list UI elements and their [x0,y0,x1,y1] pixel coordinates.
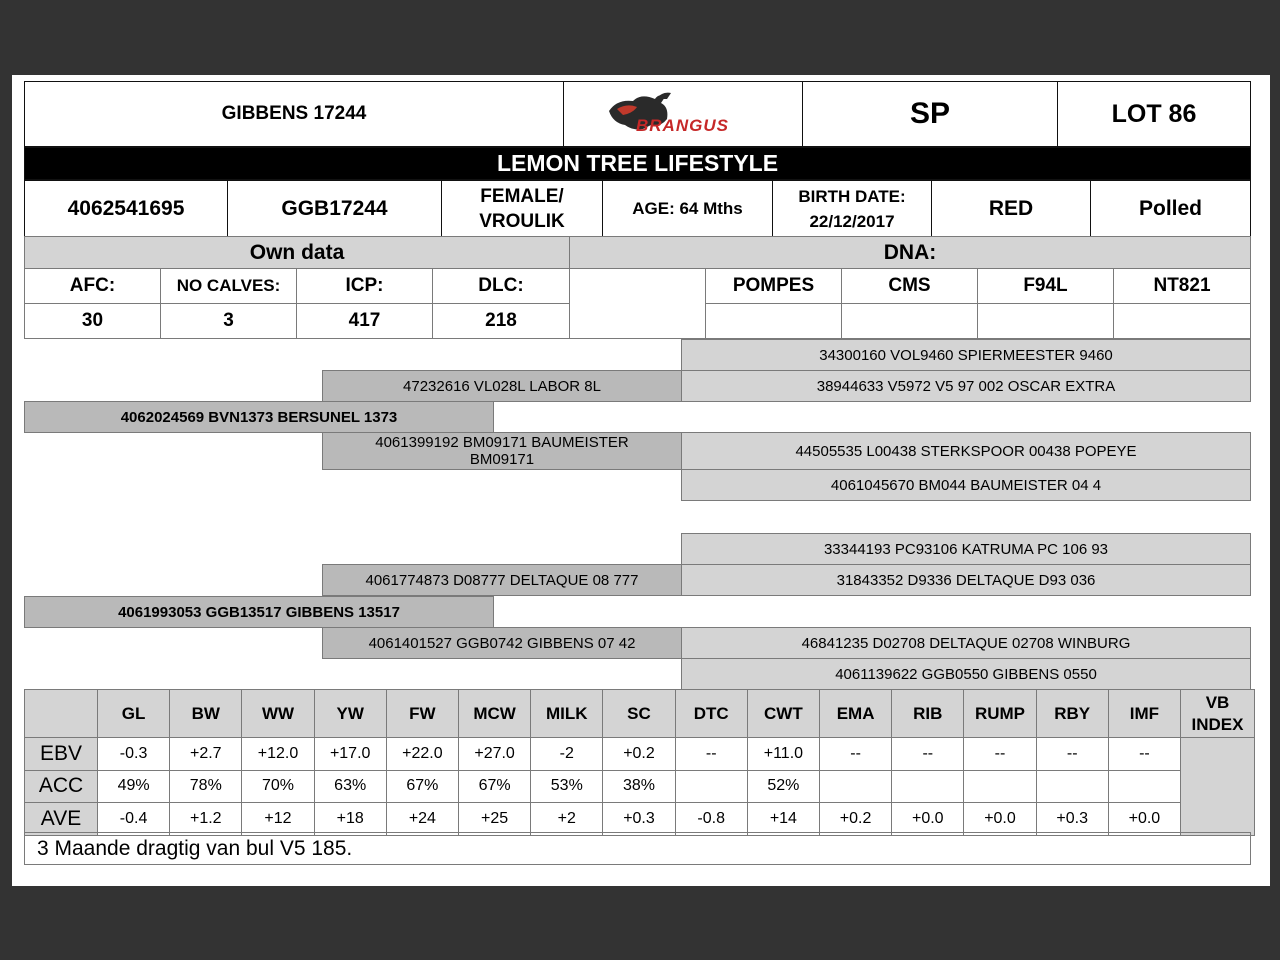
ebv-value-acc-ww: 70% [241,770,314,804]
ebv-value-acc-rby [1036,770,1109,804]
ebv-value-ave-yw: +18 [314,802,387,836]
pedigree-dd-sire: 46841235 D02708 DELTAQUE 02708 WINBURG [681,627,1251,659]
ebv-value-ave-fw: +24 [386,802,459,836]
ebv-value-ebv-rump: -- [963,737,1036,771]
pedigree-ds-sire: 33344193 PC93106 KATRUMA PC 106 93 [681,533,1251,565]
pedigree-ds-dam: 31843352 D9336 DELTAQUE D93 036 [681,564,1251,596]
brangus-logo [563,81,803,147]
ebv-header-rby: RBY [1036,689,1109,738]
sale-card [12,75,1270,886]
dna-value-nt821 [1113,303,1251,339]
ebv-header-ww: WW [241,689,314,738]
ebv-value-ebv-dtc: -- [675,737,748,771]
ebv-value-ebv-rib: -- [891,737,964,771]
pedigree-dam: 4061993053 GGB13517 GIBBENS 13517 [24,596,494,628]
ebv-header-vb-index [1180,689,1255,738]
ebv-header-ema: EMA [819,689,892,738]
ebv-row-label-ave: AVE [24,802,98,836]
dna-header-f94l: F94L [977,268,1114,304]
ebv-value-ave-cwt: +14 [747,802,820,836]
ebv-value-acc-dtc [675,770,748,804]
own-value-icp: 417 [296,303,433,339]
pedigree-sd-dam: 4061045670 BM044 BAUMEISTER 04 4 [681,469,1251,501]
ebv-value-acc-rump [963,770,1036,804]
ebv-row-label-acc: ACC [24,770,98,804]
ebv-header-dtc: DTC [675,689,748,738]
horn-status: Polled [1090,180,1251,237]
ebv-value-ebv-gl: -0.3 [97,737,170,771]
own-value-afc: 30 [24,303,161,339]
ebv-value-ebv-bw: +2.7 [169,737,242,771]
ebv-row-label-ebv: EBV [24,737,98,771]
pedigree-dam-dam: 4061401527 GGB0742 GIBBENS 07 42 [322,627,682,659]
pedigree-dd-dam: 4061139622 GGB0550 GIBBENS 0550 [681,658,1251,690]
code-sp: SP [802,81,1058,147]
ebv-value-acc-sc: 38% [602,770,675,804]
ebv-value-ebv-milk: -2 [530,737,603,771]
vb-index-line2: INDEX [1191,714,1244,734]
sex-line1: FEMALE/ [480,185,564,207]
ebv-value-ebv-imf: -- [1108,737,1181,771]
pedigree-sire: 4062024569 BVN1373 BERSUNEL 1373 [24,401,494,433]
ebv-table [24,689,1251,833]
ebv-value-ave-dtc: -0.8 [675,802,748,836]
pedigree-dam-sire: 4061774873 D08777 DELTAQUE 08 777 [322,564,682,596]
dna-value-f94l [977,303,1114,339]
ebv-header-yw: YW [314,689,387,738]
ebv-value-ebv-cwt: +11.0 [747,737,820,771]
ebv-header-cwt: CWT [747,689,820,738]
dna-header-nt821: NT821 [1113,268,1251,304]
ebv-value-ebv-mcw: +27.0 [458,737,531,771]
lot-number: LOT 86 [1057,81,1251,147]
ebv-value-acc-cwt: 52% [747,770,820,804]
dna-header-pompes: POMPES [705,268,842,304]
registration-number: GGB17244 [227,180,442,237]
pedigree-ss-dam: 38944633 V5972 V5 97 002 OSCAR EXTRA [681,370,1251,402]
own-header-calves: NO CALVES: [160,268,297,304]
sex-line2: VROULIK [479,210,565,232]
ebv-value-ave-ww: +12 [241,802,314,836]
dna-value-cms [841,303,978,339]
pedigree-sire-dam: 4061399192 BM09171 BAUMEISTER BM09171 [322,432,682,470]
ebv-value-acc-gl: 49% [97,770,170,804]
ebv-value-acc-fw: 67% [386,770,459,804]
birth-date [772,180,932,237]
ebv-header-mcw: MCW [458,689,531,738]
ebv-value-ebv-rby: -- [1036,737,1109,771]
sex [441,180,603,237]
ebv-value-ave-rib: +0.0 [891,802,964,836]
dna-blank [569,268,706,339]
dna-value-pompes [705,303,842,339]
own-data-title: Own data [24,236,570,269]
ebv-value-ave-milk: +2 [530,802,603,836]
own-value-dlc: 218 [432,303,570,339]
ebv-header-rump: RUMP [963,689,1036,738]
ebv-value-acc-yw: 63% [314,770,387,804]
ebv-value-ebv-yw: +17.0 [314,737,387,771]
dna-title: DNA: [569,236,1251,269]
ebv-value-acc-ema [819,770,892,804]
animal-id: GIBBENS 17244 [24,81,564,147]
note: 3 Maande dragtig van bul V5 185. [24,832,1251,865]
ebv-header-milk: MILK [530,689,603,738]
ebv-vb-index-value [1180,737,1255,836]
ebv-value-acc-mcw: 67% [458,770,531,804]
ebv-header-rib: RIB [891,689,964,738]
ebv-value-ave-imf: +0.0 [1108,802,1181,836]
ebv-value-acc-milk: 53% [530,770,603,804]
ebv-value-ave-rby: +0.3 [1036,802,1109,836]
logo-text: BRANGUS [636,116,729,135]
birth-date-value: 22/12/2017 [809,211,895,231]
ebv-header-sc: SC [602,689,675,738]
ebv-value-acc-imf [1108,770,1181,804]
pedigree-sire-sire: 47232616 VL028L LABOR 8L [322,370,682,402]
dna-header-cms: CMS [841,268,978,304]
ebv-value-ave-gl: -0.4 [97,802,170,836]
ebv-value-ebv-fw: +22.0 [386,737,459,771]
ebv-corner [24,689,98,738]
ebv-value-ave-sc: +0.3 [602,802,675,836]
birth-date-label: BIRTH DATE: [798,186,906,206]
ebv-header-fw: FW [386,689,459,738]
ebv-header-gl: GL [97,689,170,738]
color: RED [931,180,1091,237]
ebv-value-ave-mcw: +25 [458,802,531,836]
pedigree-sd-sire: 44505535 L00438 STERKSPOOR 00438 POPEYE [681,432,1251,470]
ebv-header-imf: IMF [1108,689,1181,738]
pedigree-ss-sire: 34300160 VOL9460 SPIERMEESTER 9460 [681,339,1251,371]
ebv-value-ebv-ema: -- [819,737,892,771]
own-header-dlc: DLC: [432,268,570,304]
own-value-calves: 3 [160,303,297,339]
ebv-value-ebv-sc: +0.2 [602,737,675,771]
animal-name-banner: LEMON TREE LIFESTYLE [24,147,1251,180]
own-header-afc: AFC: [24,268,161,304]
ebv-value-ave-bw: +1.2 [169,802,242,836]
ebv-value-acc-rib [891,770,964,804]
ebv-value-ave-ema: +0.2 [819,802,892,836]
ebv-header-bw: BW [169,689,242,738]
age: AGE: 64 Mths [602,180,773,237]
ebv-value-ave-rump: +0.0 [963,802,1036,836]
ebv-value-ebv-ww: +12.0 [241,737,314,771]
ebv-value-acc-bw: 78% [169,770,242,804]
animal-number: 4062541695 [24,180,228,237]
vb-index-line1: VB [1205,692,1230,712]
own-header-icp: ICP: [296,268,433,304]
